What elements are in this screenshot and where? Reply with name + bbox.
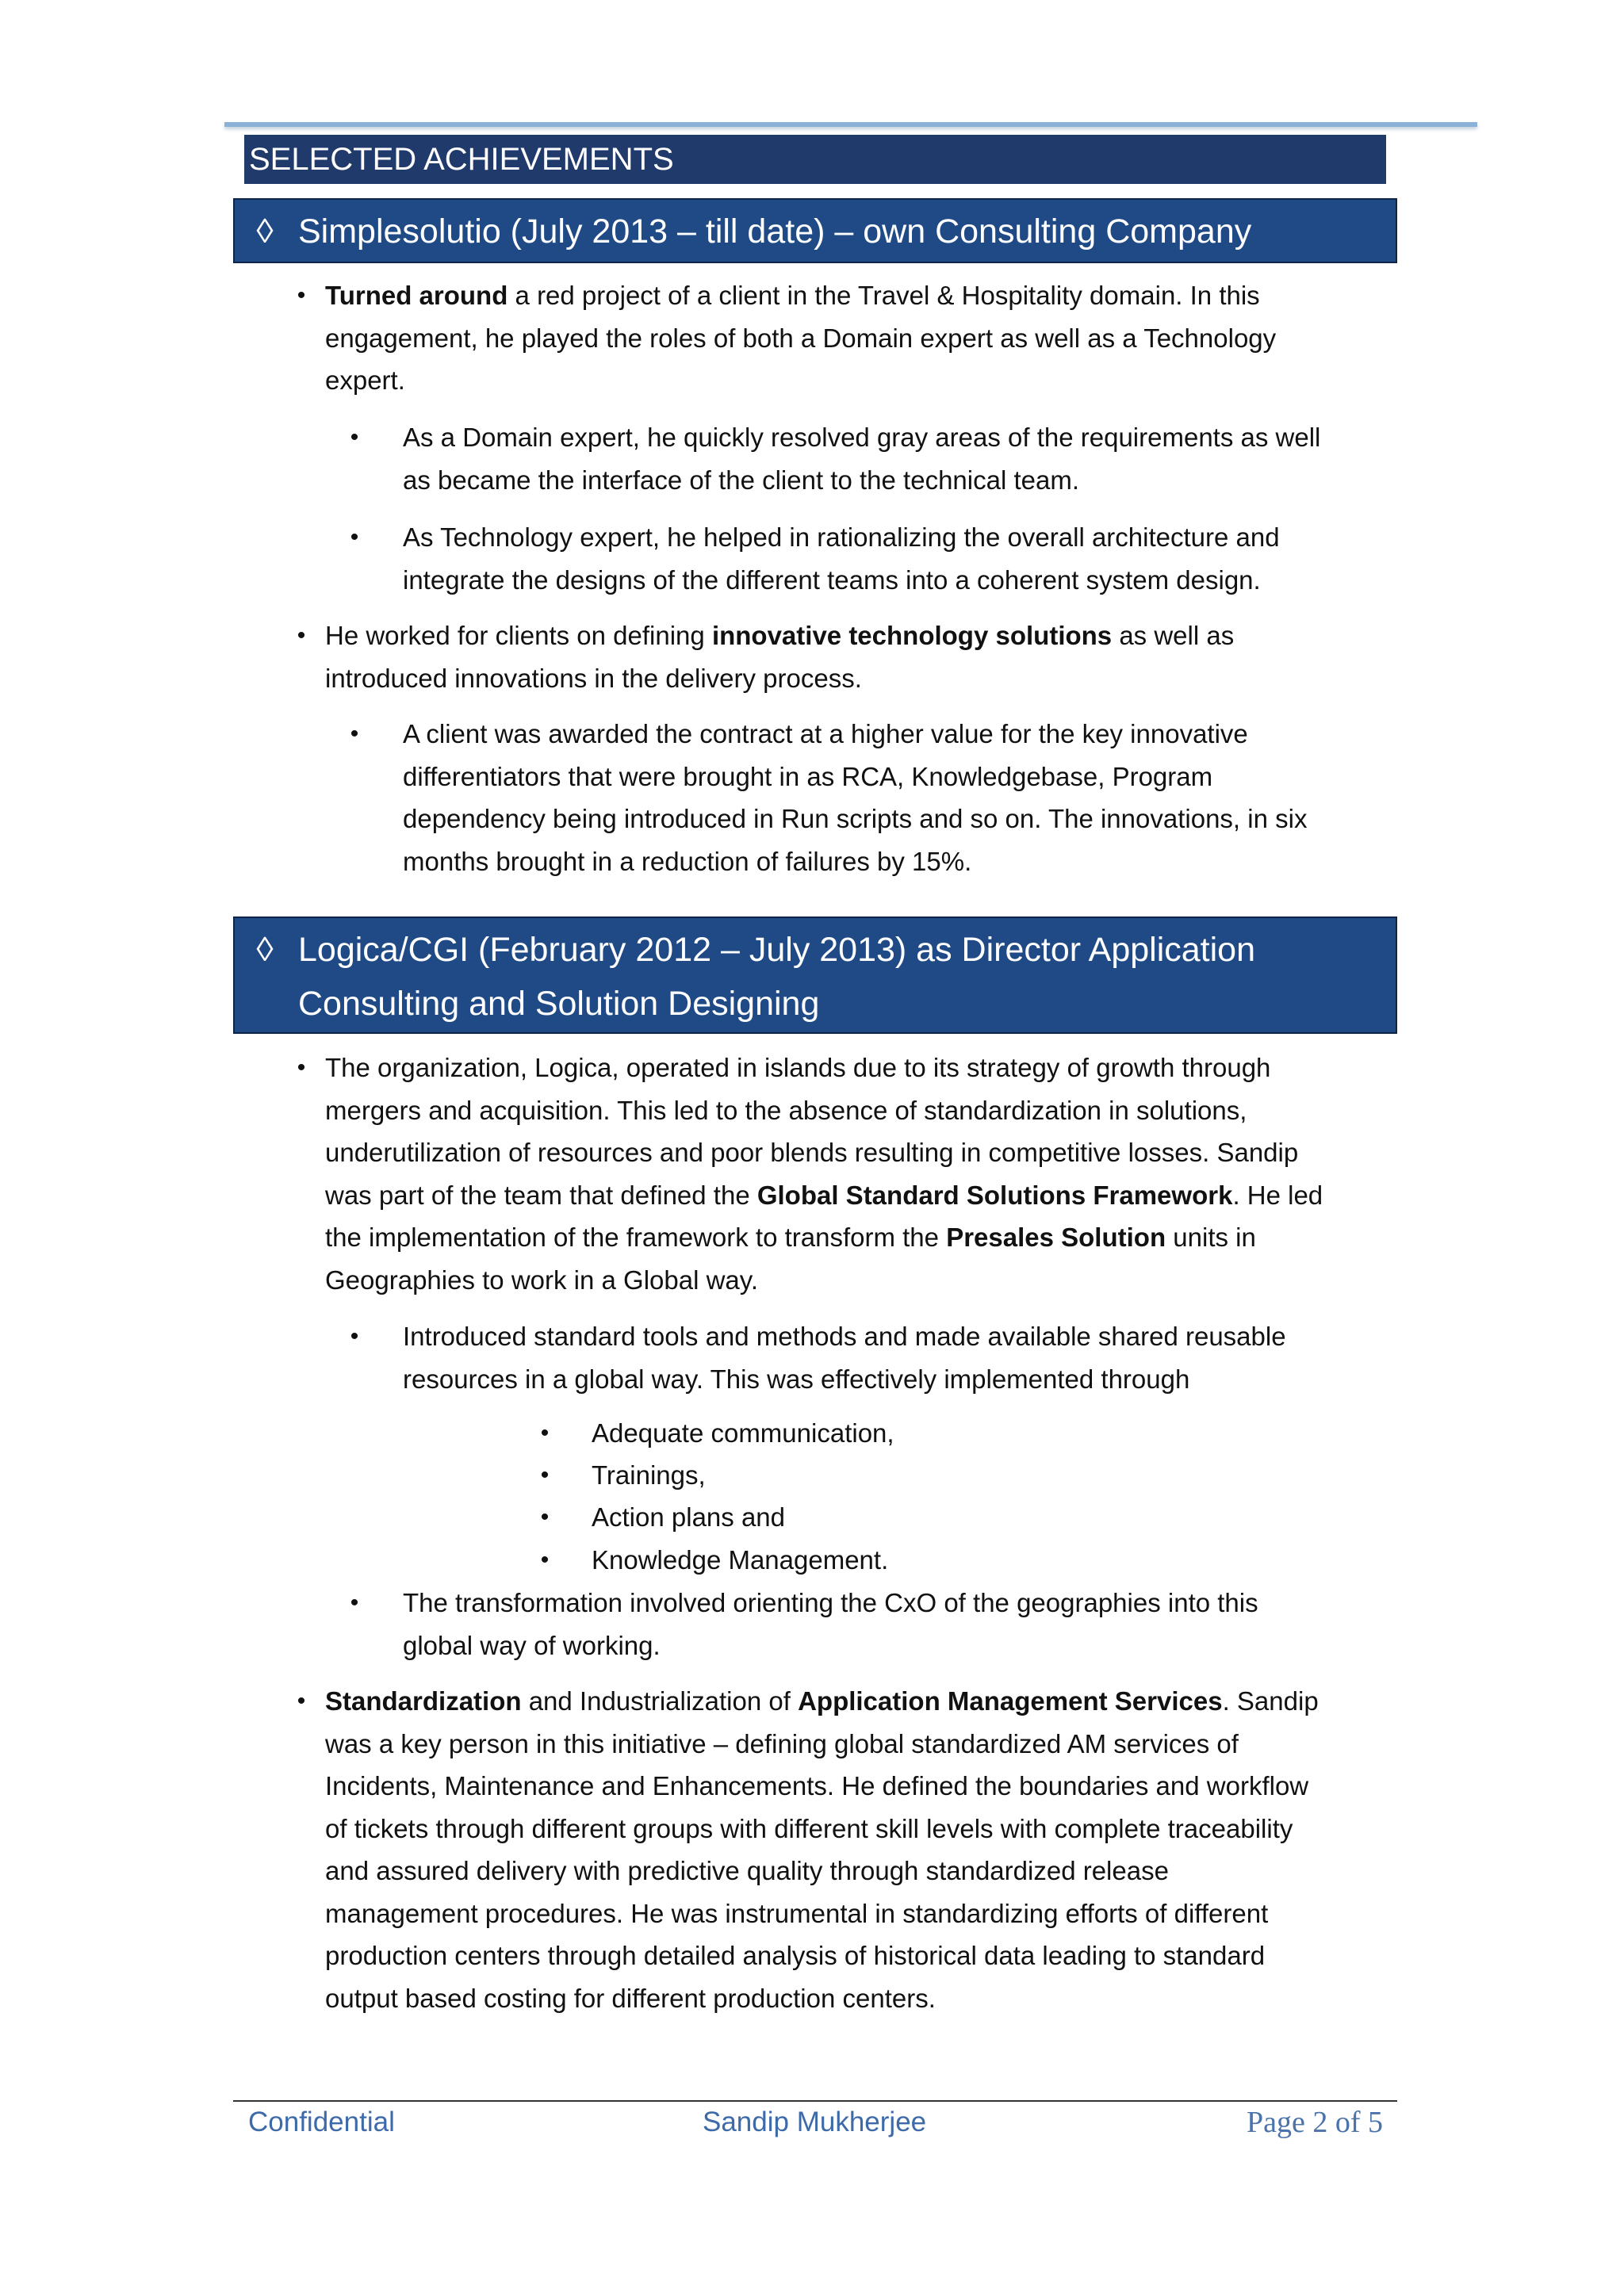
text-line: was part of the team that defined the Global Standard Solutions Framework. He led — [325, 1180, 1323, 1210]
diamond-icon: ◊ — [256, 931, 274, 969]
text-line: of tickets through different groups with different skill levels with complete traceability — [325, 1813, 1293, 1843]
text-line: Introduced standard tools and methods and made available shared reusable — [403, 1322, 1286, 1351]
list-item: Adequate communication, — [592, 1418, 894, 1448]
footer-confidential: Confidential — [248, 2107, 395, 2137]
top-rule — [224, 122, 1477, 127]
section-title: SELECTED ACHIEVEMENTS — [244, 135, 1386, 184]
text-line: As Technology expert, he helped in rationalizing the overall architecture and — [403, 522, 1280, 552]
text-line: months brought in a reduction of failures by 15%. — [403, 846, 972, 876]
company-title: Logica/CGI (February 2012 – July 2013) as Director Application — [298, 931, 1256, 969]
text-line: management procedures. He was instrumental in standardizing efforts of different — [325, 1898, 1269, 1928]
bullet-icon: • — [297, 282, 306, 308]
text-line: introduced innovations in the delivery process. — [325, 663, 862, 693]
company-header-simplesolutio — [233, 198, 1397, 263]
bullet-icon: • — [350, 721, 359, 747]
text-line: was a key person in this initiative – defining global standardized AM services of — [325, 1728, 1239, 1758]
text-line: expert. — [325, 365, 405, 395]
text-line: The organization, Logica, operated in islands due to its strategy of growth through — [325, 1053, 1271, 1082]
text-line: As a Domain expert, he quickly resolved gray areas of the requirements as well — [403, 423, 1321, 452]
list-item: Trainings, — [592, 1460, 706, 1490]
bullet-icon: • — [297, 622, 306, 649]
text-line: Standardization and Industrialization of Application Management Services. Sandip — [325, 1686, 1319, 1716]
bullet-icon: • — [297, 1688, 306, 1714]
list-item: Action plans and — [592, 1502, 786, 1532]
text-line: Incidents, Maintenance and Enhancements. He defined the boundaries and workflow — [325, 1771, 1309, 1800]
bullet-icon: • — [540, 1547, 550, 1573]
text-line: The transformation involved orienting the CxO of the geographies into this — [403, 1588, 1258, 1617]
text-line: He worked for clients on defining innovative technology solutions as well as — [325, 621, 1235, 650]
company-title: Simplesolutio (July 2013 – till date) – own Consulting Company — [298, 212, 1252, 251]
bullet-icon: • — [350, 524, 359, 550]
bullet-icon: • — [350, 424, 359, 450]
company-title: Consulting and Solution Designing — [298, 985, 820, 1023]
text-line: Turned around a red project of a client in the Travel & Hospitality domain. In this — [325, 281, 1260, 310]
text-line: Geographies to work in a Global way. — [325, 1265, 758, 1295]
bullet-icon: • — [297, 1054, 306, 1081]
text-line: differentiators that were brought in as RCA, Knowledgebase, Program — [403, 761, 1213, 791]
bullet-icon: • — [350, 1323, 359, 1349]
text-line: as became the interface of the client to the technical team. — [403, 465, 1079, 495]
text-line: global way of working. — [403, 1630, 661, 1660]
footer-author: Sandip Mukherjee — [703, 2107, 927, 2137]
text-line: integrate the designs of the different teams into a coherent system design. — [403, 564, 1261, 595]
text-line: output based costing for different production centers. — [325, 1983, 936, 2013]
bullet-icon: • — [350, 1590, 359, 1616]
text-line: production centers through detailed analysis of historical data leading to standard — [325, 1941, 1266, 1970]
bullet-icon: • — [540, 1504, 550, 1530]
bullet-icon: • — [540, 1420, 550, 1446]
text-line: resources in a global way. This was effectively implemented through — [403, 1364, 1190, 1394]
footer-rule — [233, 2100, 1397, 2102]
bullet-icon: • — [540, 1462, 550, 1488]
text-line: and assured delivery with predictive quality through standardized release — [325, 1856, 1169, 1885]
footer-page-number: Page 2 of 5 — [1247, 2106, 1384, 2139]
text-line: engagement, he played the roles of both a Domain expert as well as a Technology — [325, 323, 1277, 353]
text-line: underutilization of resources and poor blends resulting in competitive losses. Sandip — [325, 1138, 1299, 1167]
company-header-logica — [233, 916, 1397, 1034]
text-line: dependency being introduced in Run scripts and so on. The innovations, in six — [403, 804, 1308, 833]
text-line: mergers and acquisition. This led to the absence of standardization in solutions, — [325, 1095, 1247, 1125]
text-line: the implementation of the framework to transform the Presales Solution units in — [325, 1223, 1256, 1252]
list-item: Knowledge Management. — [592, 1545, 889, 1575]
diamond-icon: ◊ — [256, 212, 274, 251]
text-line: A client was awarded the contract at a higher value for the key innovative — [403, 719, 1248, 748]
